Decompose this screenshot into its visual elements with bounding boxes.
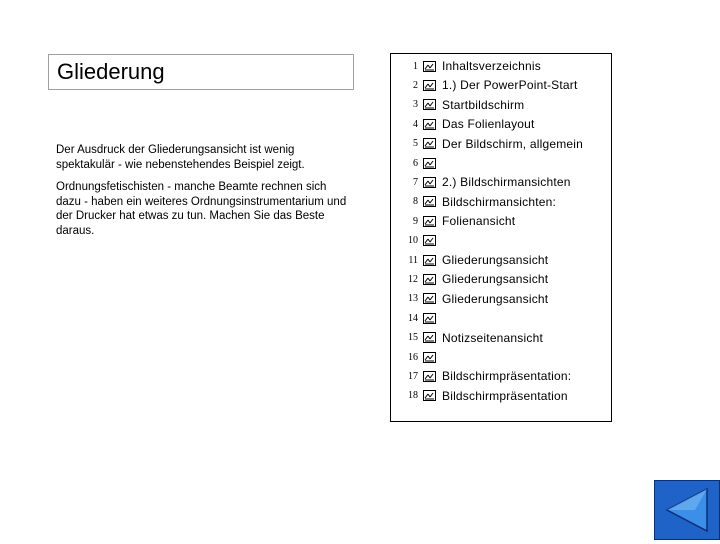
outline-row-number: 5 bbox=[413, 138, 418, 150]
outline-row-label: 1.) Der PowerPoint-Start bbox=[442, 78, 578, 93]
slide-thumbnail-icon bbox=[423, 255, 436, 266]
outline-row-label: Gliederungsansicht bbox=[442, 272, 549, 287]
slide-thumbnail-icon bbox=[423, 158, 436, 169]
outline-row-label: 2.) Bildschirmansichten bbox=[442, 175, 571, 190]
slide-thumbnail-icon bbox=[423, 196, 436, 207]
slide-thumbnail-icon bbox=[423, 274, 436, 285]
outline-row-label: Das Folienlayout bbox=[442, 117, 535, 132]
outline-row-number: 1 bbox=[413, 60, 418, 72]
outline-row-number: 7 bbox=[413, 176, 418, 188]
slide-thumbnail-icon bbox=[423, 332, 436, 343]
slide-thumbnail-icon bbox=[423, 80, 436, 91]
slide-thumbnail-icon bbox=[423, 99, 436, 110]
outline-row-number: 6 bbox=[413, 157, 418, 169]
outline-row-number: 13 bbox=[408, 293, 418, 305]
slide-thumbnail-icon bbox=[423, 371, 436, 382]
slide-thumbnail-icon bbox=[423, 177, 436, 188]
outline-row-label: Der Bildschirm, allgemein bbox=[442, 136, 584, 151]
outline-row[interactable] bbox=[391, 330, 611, 346]
outline-row-number: 16 bbox=[408, 351, 418, 363]
outline-row[interactable] bbox=[391, 174, 611, 190]
outline-row[interactable] bbox=[391, 291, 611, 307]
outline-row[interactable] bbox=[391, 310, 611, 326]
outline-row[interactable] bbox=[391, 58, 611, 74]
outline-row-number: 2 bbox=[413, 79, 418, 91]
slide-thumbnail-icon bbox=[423, 61, 436, 72]
slide-thumbnail-icon bbox=[423, 119, 436, 130]
back-button[interactable] bbox=[654, 480, 720, 540]
outline-row[interactable] bbox=[391, 77, 611, 93]
outline-row-label: Bildschirmpräsentation bbox=[442, 388, 568, 403]
outline-row-number: 11 bbox=[408, 254, 418, 266]
slide-thumbnail-icon bbox=[423, 390, 436, 401]
outline-row[interactable] bbox=[391, 388, 611, 404]
outline-row-number: 3 bbox=[413, 99, 418, 111]
slide-thumbnail-icon bbox=[423, 313, 436, 324]
outline-row-label: Inhaltsverzeichnis bbox=[442, 59, 541, 73]
outline-row-label: Bildschirmansichten: bbox=[442, 194, 557, 209]
outline-row[interactable] bbox=[391, 368, 611, 384]
slide-thumbnail-icon bbox=[423, 138, 436, 149]
paragraph-1: Der Ausdruck der Gliederungsansicht ist wenig spektakulär - wie nebenstehendes Beispiel zeigt. bbox=[56, 144, 305, 171]
outline-row-label: Folienansicht bbox=[442, 214, 516, 229]
outline-row[interactable] bbox=[391, 194, 611, 210]
outline-row-number: 12 bbox=[408, 273, 418, 285]
outline-row[interactable] bbox=[391, 136, 611, 152]
outline-row-label: Startbildschirm bbox=[442, 97, 525, 112]
outline-row[interactable] bbox=[391, 252, 611, 268]
outline-row-number: 8 bbox=[413, 196, 418, 208]
outline-row[interactable] bbox=[391, 155, 611, 171]
outline-row[interactable] bbox=[391, 213, 611, 229]
outline-row-number: 9 bbox=[413, 215, 418, 227]
outline-row-number: 17 bbox=[408, 370, 418, 382]
outline-row[interactable] bbox=[391, 233, 611, 249]
outline-row-number: 15 bbox=[408, 332, 418, 344]
body-text bbox=[56, 143, 348, 246]
outline-panel bbox=[390, 53, 612, 422]
outline-row[interactable] bbox=[391, 116, 611, 132]
outline-row-label: Notizseitenansicht bbox=[442, 330, 543, 345]
outline-row[interactable] bbox=[391, 271, 611, 287]
back-triangle-icon bbox=[655, 481, 719, 539]
outline-row-number: 18 bbox=[408, 390, 418, 402]
outline-row-number: 10 bbox=[408, 235, 418, 247]
outline-row-number: 4 bbox=[413, 118, 418, 130]
outline-row[interactable] bbox=[391, 97, 611, 113]
outline-row-label: Bildschirmpräsentation: bbox=[442, 369, 572, 384]
slide-thumbnail-icon bbox=[423, 352, 436, 363]
outline-row-label: Gliederungsansicht bbox=[442, 253, 549, 267]
slide-title: Gliederung bbox=[48, 54, 354, 90]
slide-thumbnail-icon bbox=[423, 235, 436, 246]
outline-row-number: 14 bbox=[408, 312, 418, 324]
outline-row[interactable] bbox=[391, 349, 611, 365]
outline-row-label: Gliederungsansicht bbox=[442, 291, 549, 306]
slide-thumbnail-icon bbox=[423, 293, 436, 304]
paragraph-2: Ordnungsfetischisten - manche Beamte rechnen sich dazu - haben ein weiteres Ordnungsinstrumentarium und der Drucker hat etwas zu tun. Machen Sie das Beste daraus. bbox=[56, 181, 347, 237]
slide-thumbnail-icon bbox=[423, 216, 436, 227]
